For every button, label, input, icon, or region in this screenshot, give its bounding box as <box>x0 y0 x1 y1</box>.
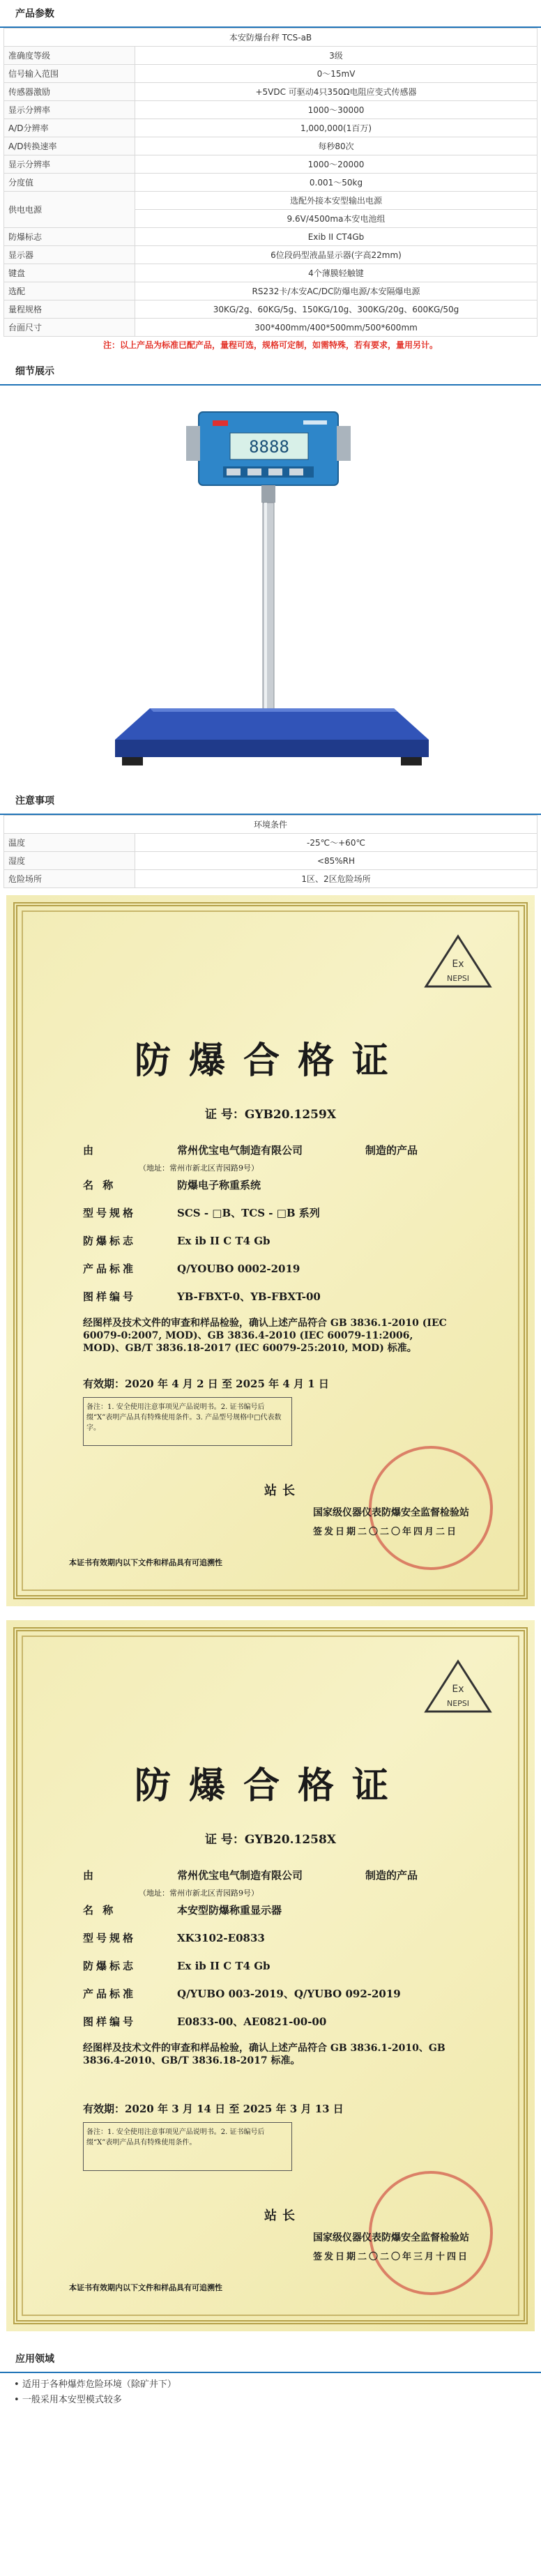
spec-value: 0.001～50kg <box>135 174 538 192</box>
application-text: 一般采用本安型模式较多 <box>22 2395 122 2405</box>
cert-paragraph: 经图样及技术文件的审查和样品检验，确认上述产品符合 GB 3836.1-2010 (IEC 60079-0:2007, MOD)、GB 3836.4-2010 (IEC 60079-11:2006, MOD)、GB/T 3836.18-2017 (IEC 60079-25:2010, MOD) 标准。 <box>83 1318 447 1354</box>
spec-value: 4个薄膜轻触键 <box>135 264 538 282</box>
product-name: 本安型防爆称重显示器 <box>177 1904 282 1916</box>
section-title-apps: 应用领域 <box>0 2345 541 2373</box>
spec-value: 每秒80次 <box>135 137 538 155</box>
product-name: 防爆电子称重系统 <box>177 1179 261 1191</box>
label: 图样编号 <box>83 1290 137 1303</box>
drawing-number: YB-FBXT-0、YB-FBXT-00 <box>177 1290 321 1303</box>
signatory: 站长 <box>264 1484 300 1498</box>
env-key: 湿度 <box>4 852 135 870</box>
certificates <box>6 895 535 2331</box>
cert-notes: 备注：1. 安全使用注意事项见产品说明书。2. 证书编号后缀“X”表明产品具有特殊使用条件。 <box>83 2122 292 2171</box>
address: （地址：常州市新北区青园路9号） <box>139 1889 259 1898</box>
label: 型号规格 <box>83 1207 137 1219</box>
svg-text:Ex: Ex <box>452 959 464 970</box>
product-image <box>3 391 538 782</box>
address: （地址：常州市新北区青园路9号） <box>139 1164 259 1173</box>
spec-key: A/D转换速率 <box>4 137 135 155</box>
spec-value: 9.6V/4500ma本安电池组 <box>135 210 538 228</box>
spec-value: 3级 <box>135 47 538 65</box>
ex-nepsi-logo <box>423 1659 493 1714</box>
spec-value: 1,000,000(1百万) <box>135 119 538 137</box>
svg-text:NEPSI: NEPSI <box>446 974 470 983</box>
validity: 有效期：2020 年 3 月 14 日 至 2025 年 3 月 13 日 <box>83 2103 344 2115</box>
cert-footer: 本证书有效期内以下文件和样品具有可追溯性 <box>69 2283 222 2292</box>
validity: 有效期：2020 年 4 月 2 日 至 2025 年 4 月 1 日 <box>83 1378 329 1390</box>
label: 防爆标志 <box>83 1235 137 1247</box>
section-title-details: 细节展示 <box>0 358 541 386</box>
env-value: <85%RH <box>135 852 538 870</box>
spec-value: 30KG/2g、60KG/5g、150KG/10g、300KG/20g、600KG/50g <box>135 300 538 319</box>
spec-key: 分度值 <box>4 174 135 192</box>
spec-key: 信号输入范围 <box>4 65 135 83</box>
spec-key: 台面尺寸 <box>4 319 135 337</box>
maker: 常州优宝电气制造有限公司 <box>177 1144 303 1157</box>
label: 由 <box>83 1144 97 1157</box>
model: XK3102-E0833 <box>177 1932 265 1944</box>
env-key: 温度 <box>4 834 135 852</box>
product-standard: Q/YOUBO 0002-2019 <box>177 1263 300 1275</box>
label: 防爆标志 <box>83 1960 137 1972</box>
list-item <box>14 2393 527 2408</box>
label: 由 <box>83 1869 97 1882</box>
scale-illustration <box>3 391 538 782</box>
label: 名 称 <box>83 1179 116 1191</box>
cert-notes: 备注：1. 安全使用注意事项见产品说明书。2. 证书编号后缀“X”表明产品具有特殊使用条件。3. 产品型号规格中□代表数字。 <box>83 1397 292 1446</box>
certificate <box>6 895 535 1606</box>
env-header: 环境条件 <box>4 816 538 834</box>
label: 图样编号 <box>83 2015 137 2028</box>
spec-key: 供电电源 <box>4 192 135 228</box>
spec-key: 防爆标志 <box>4 228 135 246</box>
label: 名 称 <box>83 1904 116 1916</box>
bullet-icon: • <box>14 2395 22 2405</box>
spec-value: Exib II CT4Gb <box>135 228 538 246</box>
ex-nepsi-logo <box>423 933 493 989</box>
spec-key: A/D分辨率 <box>4 119 135 137</box>
product-standard: Q/YUBO 003-2019、Q/YUBO 092-2019 <box>177 1988 401 2000</box>
spec-key: 键盘 <box>4 264 135 282</box>
cert-title: 防爆合格证 <box>134 1039 406 1082</box>
signatory: 站长 <box>264 2209 300 2223</box>
cert-number: 证 号：GYB20.1258X <box>204 1833 337 1847</box>
maker-suffix: 制造的产品 <box>365 1144 418 1157</box>
label: 产品标准 <box>83 1988 137 2000</box>
spec-table <box>3 28 538 337</box>
bullet-icon: • <box>14 2379 22 2390</box>
maker-suffix: 制造的产品 <box>365 1869 418 1882</box>
spec-value: 300*400mm/400*500mm/500*600mm <box>135 319 538 337</box>
label: 产品标准 <box>83 1263 137 1275</box>
cert-title: 防爆合格证 <box>134 1765 406 1807</box>
spec-value: 1000～20000 <box>135 155 538 174</box>
env-table <box>3 815 538 888</box>
issuing-org: 国家级仪器仪表防爆安全监督检验站 <box>313 1507 469 1518</box>
cert-number: 证 号：GYB20.1259X <box>204 1108 337 1122</box>
spec-note: 注：以上产品为标准已配产品，量程可选，规格可定制，如需特殊，若有要求，量用另计。 <box>102 340 438 350</box>
spec-value: +5VDC 可驱动4只350Ω电阻应变式传感器 <box>135 83 538 101</box>
application-text: 适用于各种爆炸危险环境（除矿井下） <box>22 2379 176 2390</box>
section-title-notice: 注意事项 <box>0 787 541 815</box>
maker: 常州优宝电气制造有限公司 <box>177 1869 303 1882</box>
applications-list <box>0 2373 541 2412</box>
env-value: 1区、2区危险场所 <box>135 870 538 888</box>
spec-key: 量程规格 <box>4 300 135 319</box>
env-key: 危险场所 <box>4 870 135 888</box>
spec-key: 选配 <box>4 282 135 300</box>
spec-key: 显示分辨率 <box>4 101 135 119</box>
issue-date: 签发日期二〇二〇年四月二日 <box>313 1527 459 1537</box>
spec-key: 显示分辨率 <box>4 155 135 174</box>
ex-mark: Ex ib II C T4 Gb <box>177 1235 270 1247</box>
spec-model: 本安防爆台秤 TCS-aB <box>4 29 538 47</box>
issuing-org: 国家级仪器仪表防爆安全监督检验站 <box>313 2232 469 2243</box>
list-item <box>14 2377 527 2393</box>
env-value: -25℃～+60℃ <box>135 834 538 852</box>
spec-key: 准确度等级 <box>4 47 135 65</box>
svg-text:NEPSI: NEPSI <box>446 1699 470 1708</box>
cert-paragraph: 经图样及技术文件的审查和样品检验，确认上述产品符合 GB 3836.1-2010、GB 3836.4-2010、GB/T 3836.18-2017 标准。 <box>83 2043 445 2066</box>
certificate <box>6 1620 535 2331</box>
spec-value: 6位段码型液晶显示器(字高22mm) <box>135 246 538 264</box>
section-title-params: 产品参数 <box>0 0 541 28</box>
issue-date: 签发日期二〇二〇年三月十四日 <box>313 2252 470 2262</box>
display-digits: 8888 <box>249 437 289 457</box>
model: SCS - □B、TCS - □B 系列 <box>177 1207 320 1219</box>
drawing-number: E0833-00、AE0821-00-00 <box>177 2015 327 2028</box>
spec-value: RS232卡/本安AC/DC防爆电源/本安隔爆电源 <box>135 282 538 300</box>
cert-footer: 本证书有效期内以下文件和样品具有可追溯性 <box>69 1558 222 1567</box>
label: 型号规格 <box>83 1932 137 1944</box>
ex-mark: Ex ib II C T4 Gb <box>177 1960 270 1972</box>
spec-value: 1000～30000 <box>135 101 538 119</box>
svg-text:Ex: Ex <box>452 1684 464 1695</box>
spec-key: 显示器 <box>4 246 135 264</box>
spec-value: 选配外接本安型输出电源 <box>135 192 538 210</box>
spec-value: 0～15mV <box>135 65 538 83</box>
spec-key: 传感器激励 <box>4 83 135 101</box>
